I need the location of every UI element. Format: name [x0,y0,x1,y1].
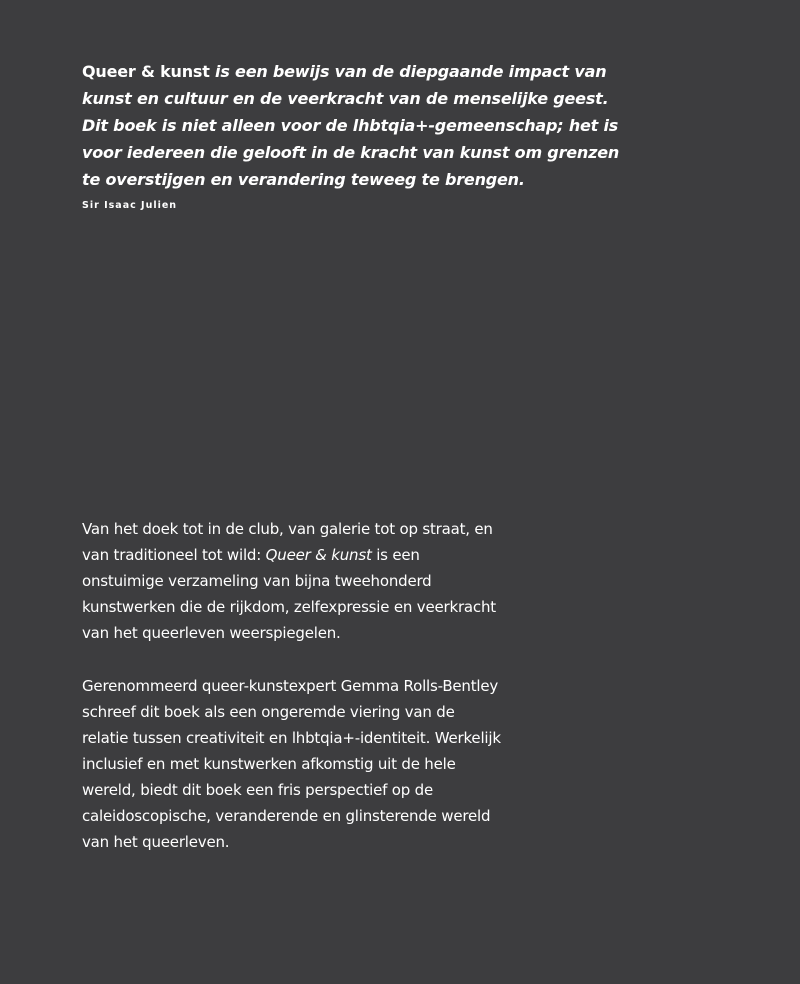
description-paragraph-2: Gerenommeerd queer-kunstexpert Gemma Rolls-Bentley schreef dit boek als een ongeremde viering van de relatie tussen creativiteit en lhbtqia+-identiteit. Werkelijk inclusief en met kunstwerken afkomstig uit de hele wereld, biedt dit boek een fris perspectief op de caleidoscopische, veranderende en glinsterende wereld van het queerleven. [82,677,501,851]
quote-attribution: Sir Isaac Julien [82,200,178,211]
description-paragraph-1 [82,516,502,646]
quote-text [82,58,622,193]
quote-body: is een bewijs van de diepgaande impact van kunst en cultuur en de veerkracht van de menselijke geest. Dit boek is niet alleen voor de lhbtqia+-gemeenschap; het is voor iedereen die gelooft in de kracht van kunst om grenzen te overstijgen en verandering teweeg te brengen. [82,62,620,189]
endorsement-quote [82,58,622,213]
paragraph-1-rest: is een onstuimige verzameling van bijna tweehonderd kunstwerken die de rijkdom, zelfexpressie en veerkracht van het queerleven weerspiegelen. [82,546,496,642]
paragraph-1-intro: Van het doek tot in de club, van galerie tot op straat, en van traditioneel tot wild: [82,520,493,564]
book-description [82,516,502,882]
quote-book-title: Queer & kunst [82,62,210,81]
paragraph-1-book-title: Queer & kunst [265,546,372,564]
